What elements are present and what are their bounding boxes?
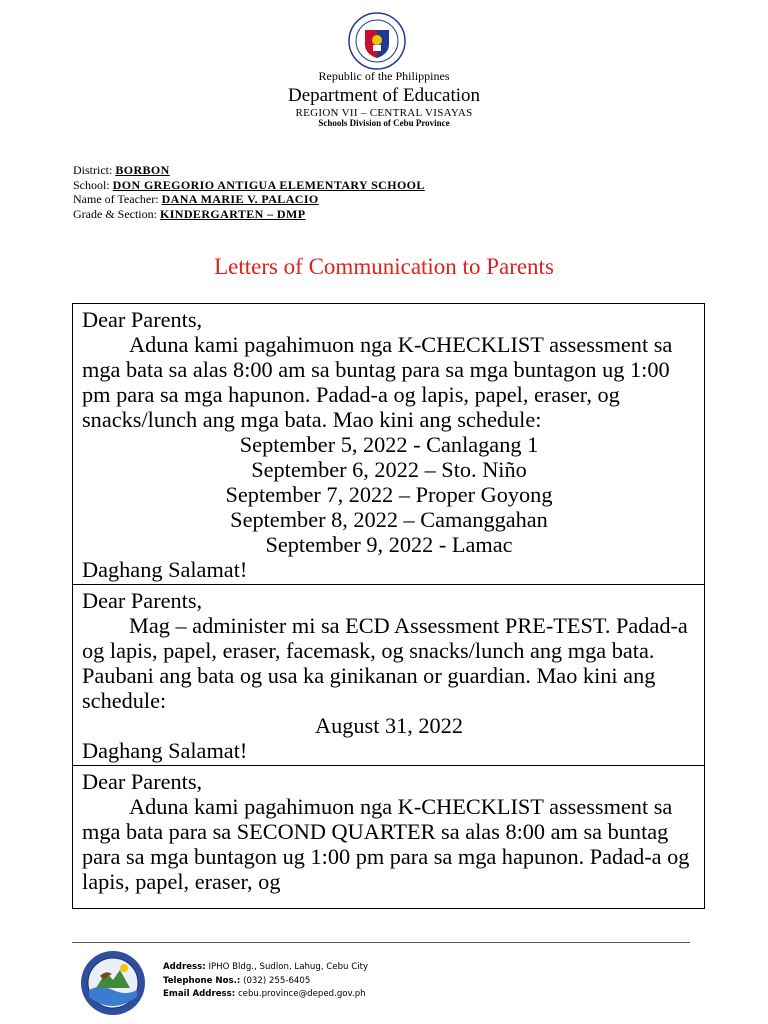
letter-1 bbox=[73, 304, 704, 585]
republic-label: Republic of the Philippines bbox=[318, 69, 450, 83]
deped-seal bbox=[339, 12, 415, 70]
teacher-label: Name of Teacher: bbox=[73, 192, 159, 206]
schedule-item: September 9, 2022 - Lamac bbox=[265, 532, 513, 557]
footer-contact bbox=[163, 961, 368, 1002]
email-label: Email Address: bbox=[163, 989, 236, 1000]
letter-greeting: Dear Parents, bbox=[82, 307, 203, 332]
grade-row bbox=[73, 207, 425, 222]
letter-body: Aduna kami pagahimuon nga K-CHECKLIST assessment sa mga bata para sa SECOND QUARTER sa alas 8:00 am sa buntag para sa mga buntagon ug 1:00 pm para sa mga hapunon. Padad-a og lapis, papel, eraser, og bbox=[82, 794, 690, 894]
document-title: Letters of Communication to Parents bbox=[214, 254, 554, 279]
school-row bbox=[73, 178, 425, 193]
department-name: Department of Education bbox=[287, 85, 481, 106]
footer-divider bbox=[72, 942, 690, 943]
schedule-item: September 6, 2022 – Sto. Niño bbox=[251, 457, 527, 482]
letter-body: Aduna kami pagahimuon nga K-CHECKLIST assessment sa mga bata sa alas 8:00 am sa buntag para sa mga buntagon ug 1:00 pm para sa mga hapunon. Padad-a og lapis, papel, eraser, og snacks/lunch ang mga bata. Mao kini ang schedule: bbox=[82, 332, 673, 432]
cebu-division-seal bbox=[80, 950, 146, 1016]
email-row bbox=[163, 988, 368, 1002]
address-row bbox=[163, 961, 368, 975]
address-value: IPHO Bldg., Sudlon, Lahug, Cebu City bbox=[208, 962, 369, 972]
phone-label: Telephone Nos.: bbox=[163, 975, 241, 986]
email-value: cebu.province@deped.gov.ph bbox=[237, 989, 366, 1000]
letters-table bbox=[72, 303, 705, 909]
division-name: Schools Division of Cebu Province bbox=[318, 118, 450, 128]
phone-row bbox=[163, 975, 368, 989]
school-value: DON GREGORIO ANTIGUA ELEMENTARY SCHOOL bbox=[112, 177, 425, 192]
letter-greeting: Dear Parents, bbox=[82, 769, 203, 794]
address-label: Address: bbox=[163, 962, 206, 972]
letter-3 bbox=[73, 766, 704, 896]
schedule-item: September 7, 2022 – Proper Goyong bbox=[225, 482, 553, 507]
letter-greeting: Dear Parents, bbox=[82, 588, 203, 613]
district-label: District: bbox=[73, 163, 113, 177]
district-row bbox=[73, 163, 425, 178]
grade-value: KINDERGARTEN – DMP bbox=[159, 206, 306, 221]
letter-closing: Daghang Salamat! bbox=[82, 557, 248, 582]
schedule-item: September 5, 2022 - Canlagang 1 bbox=[239, 432, 539, 457]
district-value: BORBON bbox=[115, 163, 170, 177]
schedule-item: September 8, 2022 – Camanggahan bbox=[230, 507, 548, 532]
letter-2 bbox=[73, 585, 704, 766]
letter-body: Mag – administer mi sa ECD Assessment PRE-TEST. Padad-a og lapis, papel, eraser, facemask, og snacks/lunch ang mga bata. Paubani ang bata og usa ka ginikanan or guardian. Mao kini ang schedule: bbox=[82, 613, 688, 713]
teacher-value: DANA MARIE V. PALACIO bbox=[161, 192, 319, 206]
school-info bbox=[73, 163, 425, 221]
schedule-item: August 31, 2022 bbox=[314, 713, 464, 738]
phone-value: (032) 255-6405 bbox=[243, 975, 311, 986]
teacher-row bbox=[73, 192, 425, 207]
region-name: REGION VII – CENTRAL VISAYAS bbox=[295, 107, 473, 119]
letter-closing: Daghang Salamat! bbox=[82, 738, 248, 763]
school-label: School: bbox=[73, 177, 110, 192]
grade-label: Grade & Section: bbox=[73, 206, 157, 221]
